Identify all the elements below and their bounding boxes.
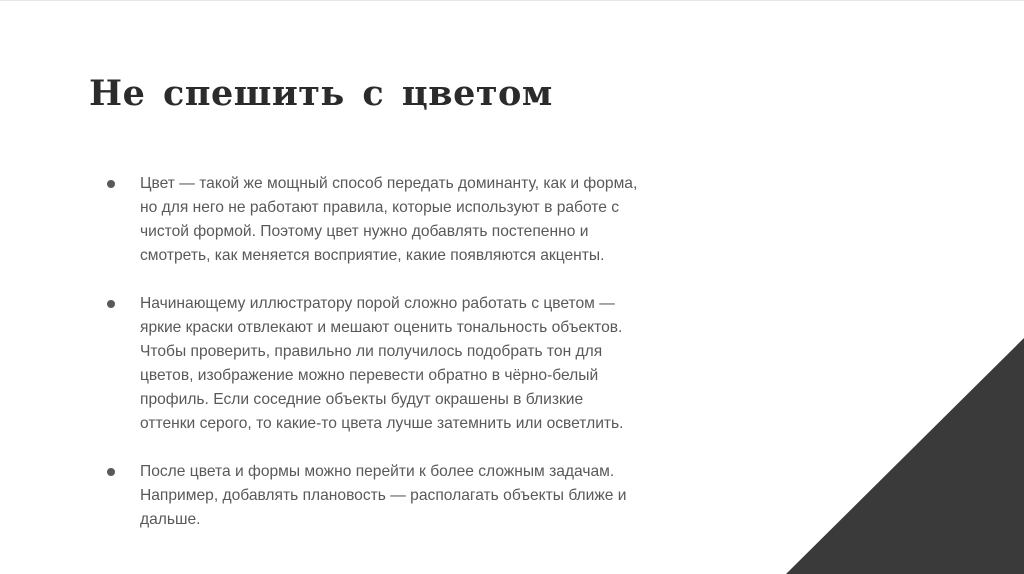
bullet-text-line: После цвета и формы можно перейти к более сложным задачам. <box>140 463 615 480</box>
bullet-text-line: смотреть, как меняется восприятие, какие появляются акценты. <box>140 247 605 264</box>
bullet-text-line: профиль. Если соседние объекты будут окрашены в близкие <box>140 391 584 408</box>
slide-title: Не спешить с цветом <box>89 73 553 114</box>
bullet-item <box>106 292 766 436</box>
bullet-text-line: Чтобы проверить, правильно ли получилось подобрать тон для <box>140 343 603 360</box>
bullet-item <box>106 460 766 532</box>
bullet-dot-icon <box>107 468 115 476</box>
bullet-text-line: цветов, изображение можно перевести обратно в чёрно-белый <box>140 367 599 384</box>
bullet-dot-icon <box>107 300 115 308</box>
bullet-text-line: оттенки серого, то какие-то цвета лучше затемнить или осветлить. <box>140 415 624 432</box>
bullet-text-line: дальше. <box>140 511 201 528</box>
bullet-text-line: чистой формой. Поэтому цвет нужно добавлять постепенно и <box>140 223 589 240</box>
bullet-text-line: Например, добавлять плановость — располагать объекты ближе и <box>140 487 627 504</box>
bullet-text-line: яркие краски отвлекают и мешают оценить тональность объектов. <box>140 319 623 336</box>
bullet-text-line: Цвет — такой же мощный способ передать доминанту, как и форма, <box>140 175 638 192</box>
bullet-text-line: Начинающему иллюстратору порой сложно работать с цветом — <box>140 295 615 312</box>
bullet-dot-icon <box>107 180 115 188</box>
bullet-text-line: но для него не работают правила, которые используют в работе с <box>140 199 620 216</box>
bullet-item <box>106 172 766 268</box>
bullet-list <box>106 172 766 532</box>
